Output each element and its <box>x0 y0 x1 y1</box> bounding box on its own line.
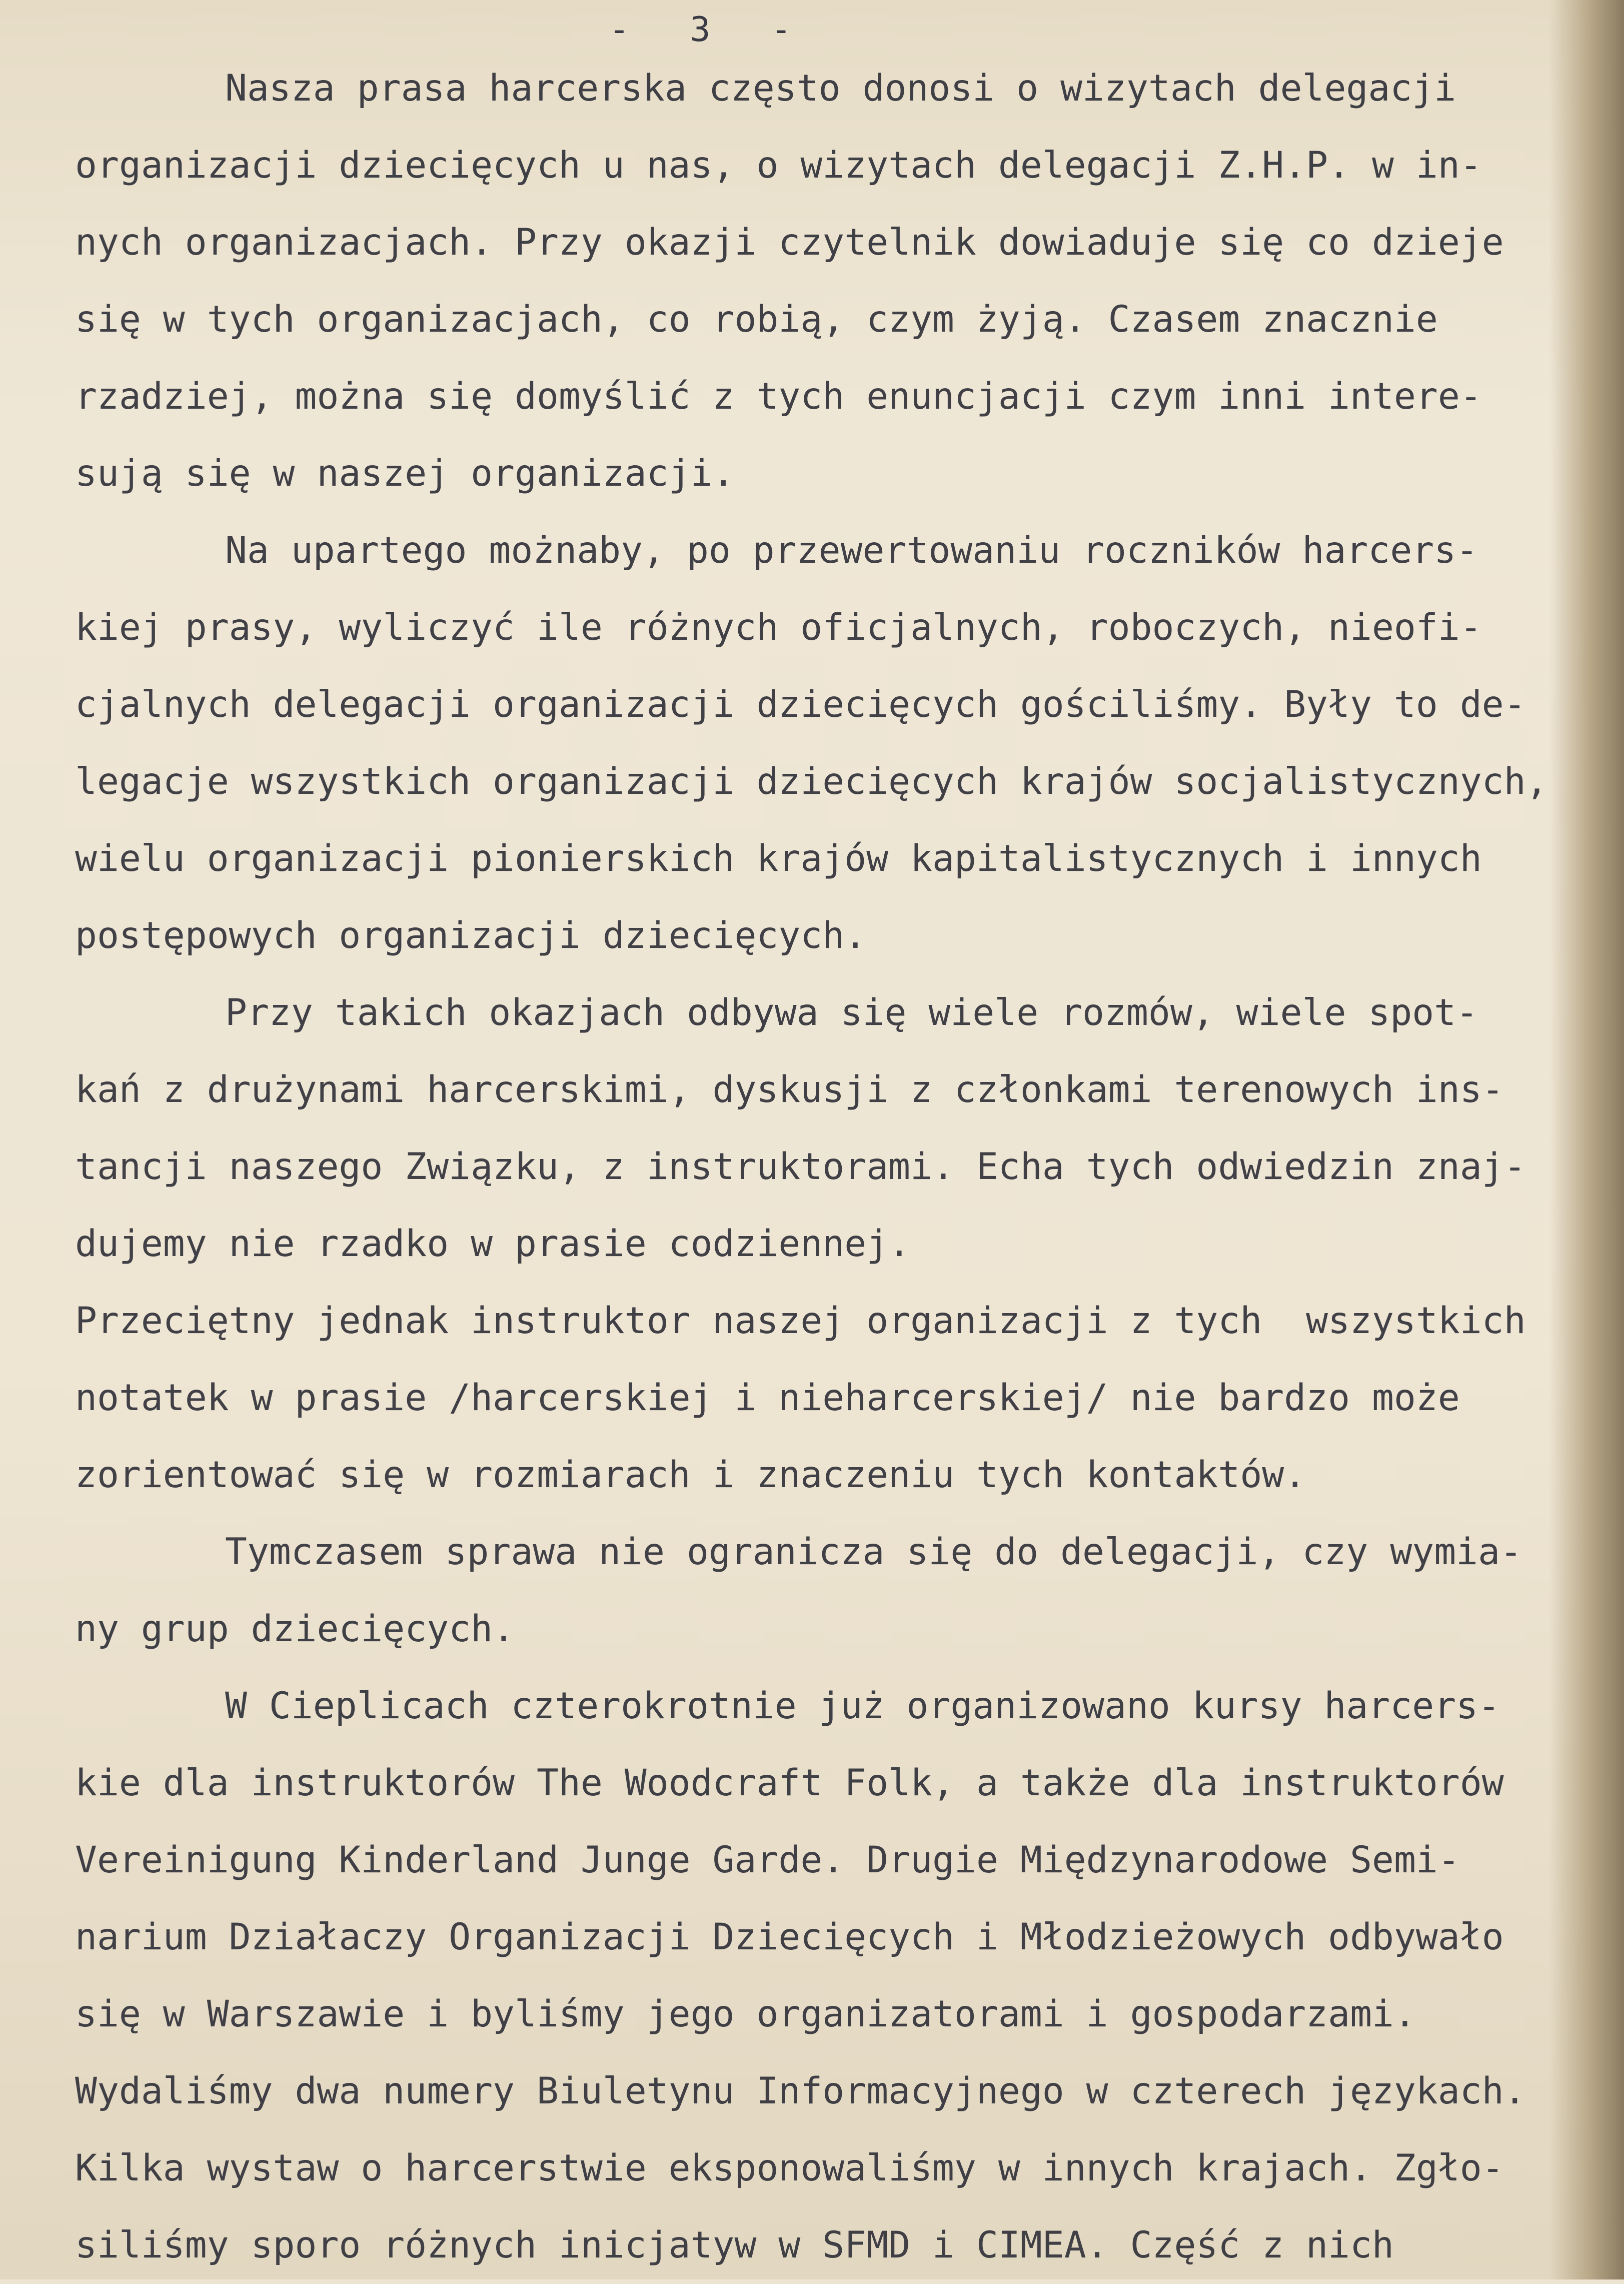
text-line: notatek w prasie /harcerskiej i nieharcerskiej/ nie bardzo może <box>75 1377 1460 1419</box>
text-line: sują się w naszej organizacji. <box>75 452 735 495</box>
text-line: Vereinigung Kinderland Junge Garde. Drugie Międzynarodowe Semi- <box>75 1839 1460 1881</box>
text-line: organizacji dziecięcych u nas, o wizytach delegacji Z.H.P. w in- <box>75 144 1482 187</box>
text-line: legacje wszystkich organizacji dziecięcych krajów socjalistycznych, <box>75 760 1548 803</box>
text-line: Nasza prasa harcerska często donosi o wizytach delegacji <box>225 67 1456 110</box>
text-line: siliśmy sporo różnych inicjatyw w SFMD i CIMEA. Część z nich <box>75 2224 1394 2266</box>
text-line: się w tych organizacjach, co robią, czym żyją. Czasem znacznie <box>75 298 1438 341</box>
text-line: Na upartego możnaby, po przewertowaniu roczników harcers- <box>225 529 1478 572</box>
text-line: kiej prasy, wyliczyć ile różnych oficjalnych, roboczych, nieofi- <box>75 606 1482 649</box>
text-line: W Cieplicach czterokrotnie już organizowano kursy harcers- <box>225 1685 1500 1727</box>
text-line: zorientować się w rozmiarach i znaczeniu tych kontaktów. <box>75 1454 1306 1496</box>
page-number: - 3 - <box>609 10 812 50</box>
text-line: kań z drużynami harcerskimi, dyskusji z członkami terenowych ins- <box>75 1068 1504 1111</box>
text-line: cjalnych delegacji organizacji dziecięcych gościliśmy. Były to de- <box>75 683 1526 726</box>
text-line: tancji naszego Związku, z instruktorami. Echa tych odwiedzin znaj- <box>75 1146 1526 1188</box>
text-line: Kilka wystaw o harcerstwie eksponowaliśmy w innych krajach. Zgło- <box>75 2147 1504 2189</box>
text-line: nych organizacjach. Przy okazji czytelnik dowiaduje się co dzieje <box>75 221 1504 264</box>
text-line: Przeciętny jednak instruktor naszej organizacji z tych wszystkich <box>75 1300 1526 1342</box>
text-line: postępowych organizacji dziecięcych. <box>75 914 867 957</box>
text-line: Przy takich okazjach odbywa się wiele rozmów, wiele spot- <box>225 991 1478 1034</box>
text-line: Tymczasem sprawa nie ogranicza się do delegacji, czy wymia- <box>225 1531 1522 1573</box>
text-line: wielu organizacji pionierskich krajów kapitalistycznych i innych <box>75 837 1482 880</box>
typewritten-body <box>75 50 1575 2284</box>
text-line: Wydaliśmy dwa numery Biuletynu Informacyjnego w czterech językach. <box>75 2070 1526 2112</box>
text-line: dujemy nie rzadko w prasie codziennej. <box>75 1223 911 1265</box>
text-line: kie dla instruktorów The Woodcraft Folk, a także dla instruktorów <box>75 1762 1504 1804</box>
text-line: ny grup dziecięcych. <box>75 1608 515 1650</box>
text-line: rzadziej, można się domyślić z tych enuncjacji czym inni intere- <box>75 375 1482 418</box>
text-line: się w Warszawie i byliśmy jego organizatorami i gospodarzami. <box>75 1993 1416 2035</box>
text-line: narium Działaczy Organizacji Dziecięcych i Młodzieżowych odbywało <box>75 1916 1504 1958</box>
